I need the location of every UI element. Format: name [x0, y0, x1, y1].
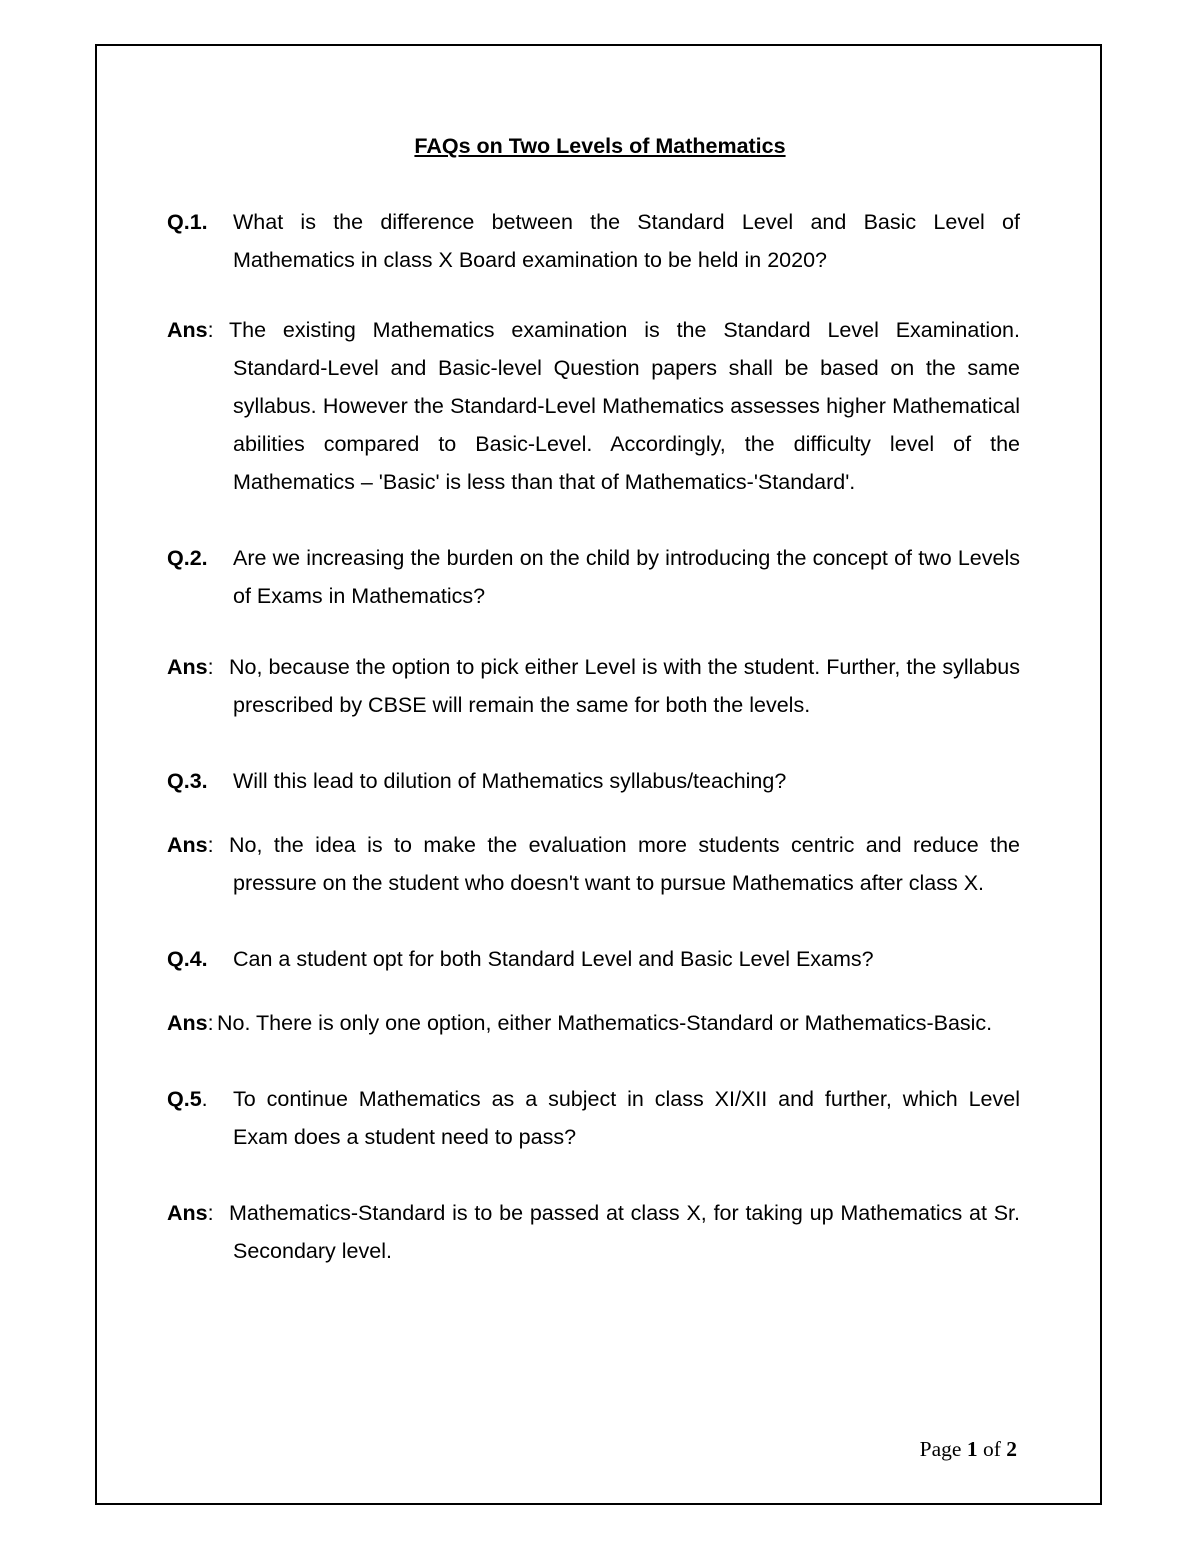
- answer-label: Ans: [167, 1201, 208, 1225]
- answer-5: [167, 1194, 1020, 1270]
- question-label: Q.2.: [167, 546, 208, 570]
- question-3: [167, 762, 1020, 800]
- question-1: [167, 203, 1020, 279]
- answer-label: Ans: [167, 833, 208, 857]
- answer-label-sep: :: [207, 318, 214, 342]
- answer-label: Ans: [167, 318, 208, 342]
- answer-label: Ans: [167, 1011, 208, 1035]
- answer-1: [167, 311, 1020, 501]
- question-text: To continue Mathematics as a subject in class XI/XII and further, which Level Exam does a student need to pass?: [233, 1087, 1020, 1149]
- page-number: [920, 1434, 1017, 1464]
- question-text: Are we increasing the burden on the child by introducing the concept of two Levels of Exams in Mathematics?: [233, 546, 1020, 608]
- question-text: Will this lead to dilution of Mathematics syllabus/teaching?: [233, 769, 787, 793]
- answer-label-sep: :: [207, 1011, 214, 1035]
- answer-text: No, because the option to pick either Level is with the student. Further, the syllabus prescribed by CBSE will remain the same for both the levels.: [229, 655, 1020, 717]
- answer-text: No, the idea is to make the evaluation more students centric and reduce the pressure on the student who doesn't want to pursue Mathematics after class X.: [229, 833, 1020, 895]
- answer-label-sep: :: [207, 655, 214, 679]
- answer-3: [167, 826, 1020, 902]
- answer-text: Mathematics-Standard is to be passed at class X, for taking up Mathematics at Sr. Secondary level.: [229, 1201, 1020, 1263]
- question-4: [167, 940, 1020, 978]
- total-pages: 2: [1006, 1437, 1017, 1461]
- question-text: Can a student opt for both Standard Level and Basic Level Exams?: [233, 947, 874, 971]
- answer-text: No. There is only one option, either Mathematics-Standard or Mathematics-Basic.: [217, 1011, 993, 1035]
- current-page: 1: [966, 1437, 978, 1461]
- question-5: [167, 1080, 1020, 1156]
- question-label: Q.3.: [167, 769, 208, 793]
- answer-label: Ans: [167, 655, 208, 679]
- question-text: What is the difference between the Standard Level and Basic Level of Mathematics in class X Board examination to be held in 2020?: [233, 210, 1020, 272]
- page-title: FAQs on Two Levels of Mathematics: [414, 134, 786, 158]
- answer-4: [167, 1004, 1020, 1042]
- page-word: Page: [919, 1437, 962, 1461]
- question-2: [167, 539, 1020, 615]
- answer-label-sep: :: [207, 833, 214, 857]
- of-word: of: [982, 1437, 1001, 1461]
- question-label: Q.1.: [167, 210, 208, 234]
- question-label: Q.4.: [167, 947, 208, 971]
- answer-2: [167, 648, 1020, 724]
- question-label-sep: .: [201, 1087, 208, 1111]
- answer-text: The existing Mathematics examination is the Standard Level Examination. Standard-Level and Basic-level Question papers shall be based on the same syllabus. However the Standard-Level Mathematics assesses higher Mathematical abilities compared to Basic-Level. Accordingly, the difficulty level of the Mathematics – 'Basic' is less than that of Mathematics-'Standard'.: [229, 318, 1020, 494]
- answer-label-sep: :: [207, 1201, 214, 1225]
- question-label: Q.5: [167, 1087, 202, 1111]
